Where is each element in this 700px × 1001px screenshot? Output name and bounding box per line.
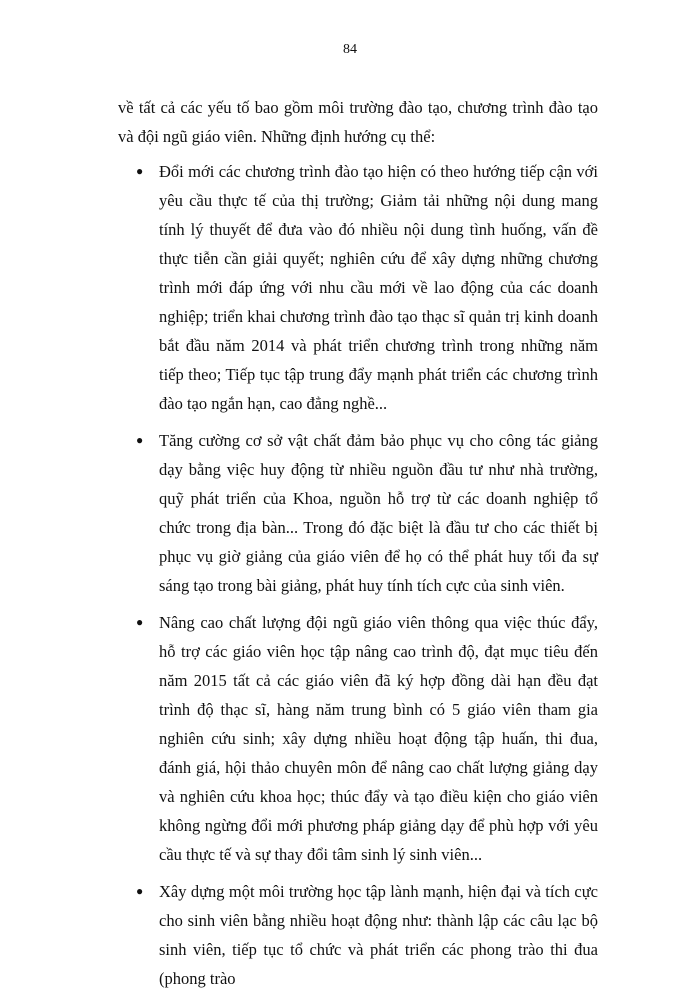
- bullet-text: Xây dựng một môi trường học tập lành mạnh, hiện đại và tích cực cho sinh viên bằng nhiều hoạt động như: thành lập các câu lạc bộ sinh viên, tiếp tục tổ chức và phát triển các phong trào thi đua (phong trào: [159, 882, 598, 988]
- list-item: [118, 426, 598, 600]
- bullet-dot-icon: ●: [136, 433, 144, 447]
- intro-paragraph: về tất cả các yếu tố bao gồm môi trường đào tạo, chương trình đào tạo và đội ngũ giáo viên. Những định hướng cụ thể:: [118, 98, 598, 146]
- bullet-text: Đổi mới các chương trình đào tạo hiện có theo hướng tiếp cận với yêu cầu thực tế của thị trường; Giảm tải những nội dung mang tính lý thuyết để đưa vào đó nhiều nội dung tình huống, vấn đề thực tiễn cần giải quyết; nghiên cứu để xây dựng những chương trình mới đáp ứng với nhu cầu mới về lao động của các doanh nghiệp; triển khai chương trình đào tạo thạc sĩ quản trị kinh doanh bắt đầu năm 2014 và phát triển chương trình trong những năm tiếp theo; Tiếp tục tập trung đẩy mạnh phát triển các chương trình đào tạo ngắn hạn, cao đẳng nghề...: [159, 162, 598, 413]
- bullet-list: [118, 157, 598, 993]
- bullet-text: Tăng cường cơ sở vật chất đảm bảo phục vụ cho công tác giảng dạy bằng việc huy động từ nhiều nguồn đầu tư như nhà trường, quỹ phát triển của Khoa, nguồn hỗ trợ từ các doanh nghiệp tổ chức trong địa bàn... Trong đó đặc biệt là đầu tư cho các thiết bị phục vụ giờ giảng của giáo viên để họ có thể phát huy tối đa sự sáng tạo trong bài giảng, phát huy tính tích cực của sinh viên.: [159, 431, 598, 595]
- list-item: [118, 877, 598, 993]
- list-item: [118, 157, 598, 418]
- list-item: [118, 608, 598, 869]
- bullet-dot-icon: ●: [136, 884, 144, 898]
- bullet-dot-icon: ●: [136, 615, 144, 629]
- bullet-dot-icon: ●: [136, 164, 144, 178]
- page-body: [118, 93, 598, 1001]
- page-number: 84: [343, 42, 357, 57]
- bullet-text: Nâng cao chất lượng đội ngũ giáo viên thông qua việc thúc đẩy, hỗ trợ các giáo viên học tập nâng cao trình độ, đạt mục tiêu đến năm 2015 tất cả các giáo viên đã ký hợp đồng dài hạn đều đạt trình độ thạc sĩ, hàng năm trung bình có 5 giáo viên tham gia nghiên cứu sinh; xây dựng nhiều hoạt động tập huấn, thi đua, đánh giá, hội thảo chuyên môn để nâng cao chất lượng giảng dạy và nghiên cứu khoa học; thúc đẩy và tạo điều kiện cho giáo viên không ngừng đổi mới phương pháp giảng dạy để phù hợp với yêu cầu thực tế và sự thay đổi tâm sinh lý sinh viên...: [159, 613, 598, 864]
